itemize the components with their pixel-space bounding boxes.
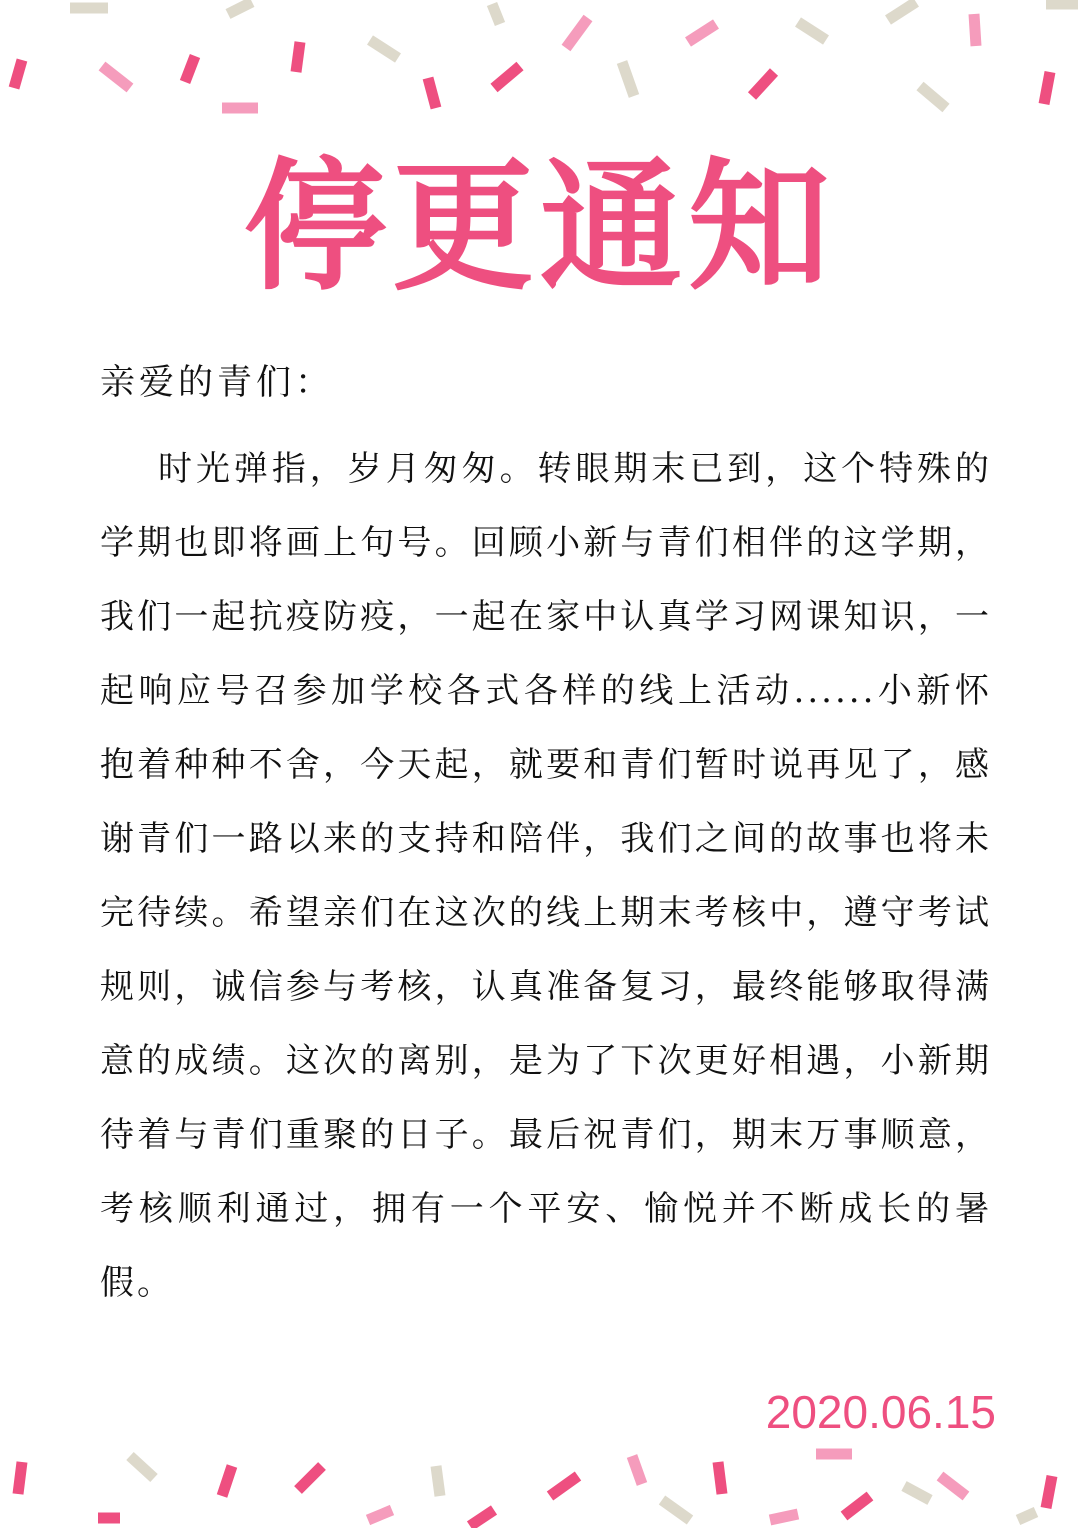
confetti-piece	[920, 86, 946, 108]
confetti-piece	[770, 1514, 798, 1520]
confetti-piece	[102, 66, 130, 88]
notice-body: 时光弹指，岁月匆匆。转眼期末已到，这个特殊的学期也即将画上句号。回顾小新与青们相伴的这学期，我们一起抗疫防疫，一起在家中认真学习网课知识，一起响应号召参加学校各式各样的线上活动......小新怀抱着种种不舍，今天起，就要和青们暂时说再见了，感谢青们一路以来的支持和陪伴，我们之间的故事也将未完待续。希望亲们在这次的线上期末考核中，遵守考试规则，诚信参与考核，认真准备复习，最终能够取得满意的成绩。这次的离别，是为了下次更好相遇，小新期待着与青们重聚的日子。最后祝青们，期末万事顺意，考核顺利通过，拥有一个平安、愉悦并不断成长的暑假。	[100, 449, 992, 1303]
confetti-piece	[888, 2, 916, 20]
confetti-piece	[550, 1476, 578, 1496]
confetti-piece	[940, 1476, 966, 1496]
confetti-piece	[494, 66, 520, 88]
confetti-piece	[185, 56, 195, 82]
confetti-piece	[1046, 1476, 1052, 1508]
confetti-piece	[1044, 72, 1050, 104]
confetti-piece	[622, 62, 634, 96]
page-title: 停更通知	[244, 145, 836, 310]
notice-date: 2020.06.15	[765, 1386, 996, 1438]
confetti-piece	[18, 1462, 22, 1494]
confetti-piece	[904, 1486, 930, 1500]
confetti-piece	[470, 1510, 494, 1526]
confetti-piece	[492, 4, 500, 24]
confetti-piece	[14, 60, 22, 88]
confetti-piece	[1018, 1512, 1036, 1520]
confetti-piece	[662, 1500, 690, 1520]
confetti-piece	[566, 18, 588, 48]
confetti-piece	[752, 72, 774, 96]
confetti-piece	[228, 2, 252, 14]
confetti-piece	[296, 42, 300, 72]
confetti-piece	[298, 1466, 322, 1490]
confetti-piece	[844, 1496, 870, 1516]
confetti-piece	[130, 1456, 154, 1478]
confetti-piece	[368, 1510, 392, 1520]
confetti-piece	[222, 1466, 232, 1496]
confetti-piece	[718, 1462, 722, 1494]
greeting: 亲爱的青们：	[100, 363, 335, 403]
confetti-piece	[974, 14, 976, 46]
confetti-piece	[436, 1466, 440, 1496]
confetti-piece	[370, 40, 398, 58]
confetti-piece	[688, 24, 716, 42]
confetti-piece	[632, 1456, 642, 1484]
confetti-piece	[798, 22, 826, 40]
confetti-piece	[428, 78, 436, 108]
